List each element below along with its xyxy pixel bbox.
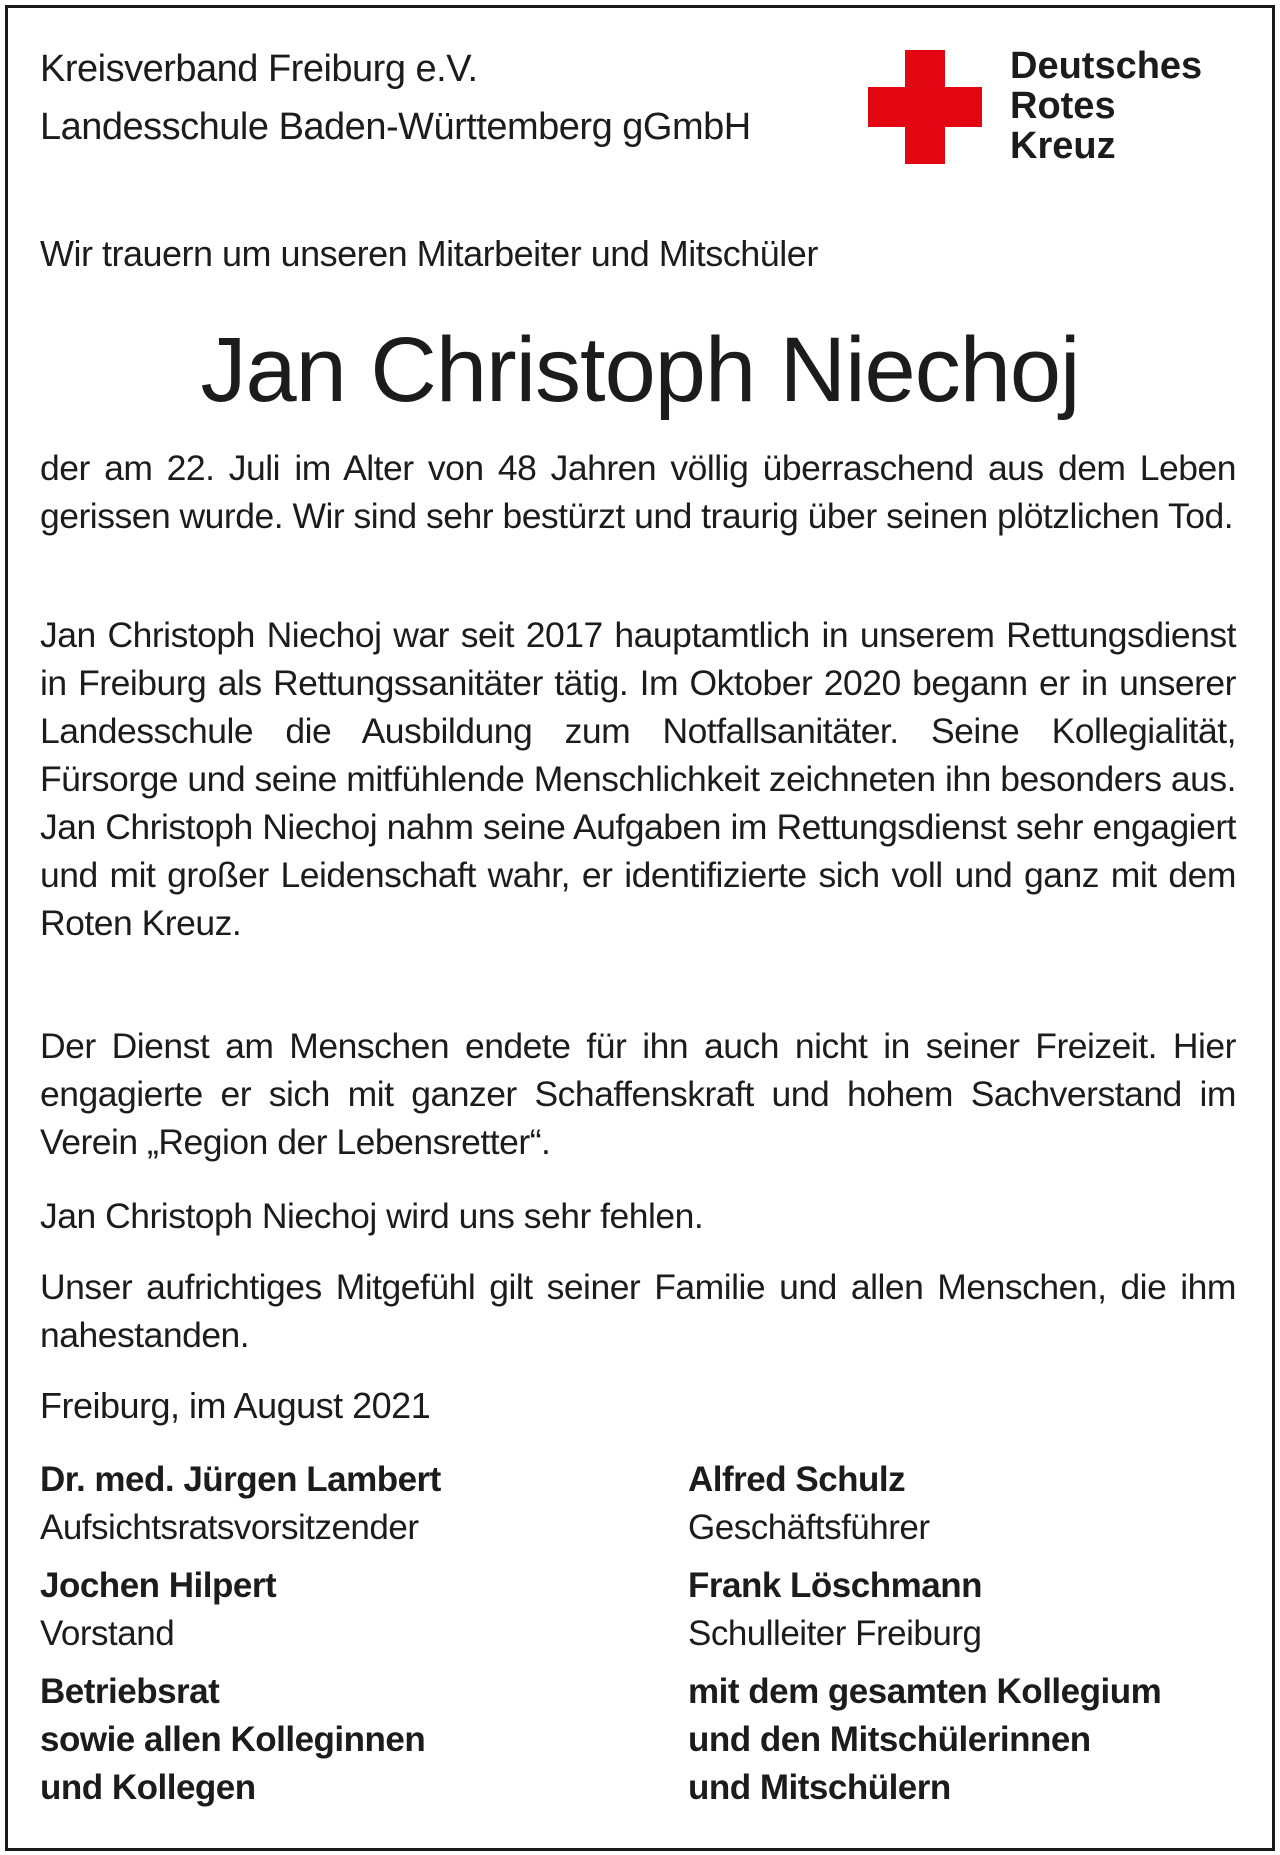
logo-text-line-3: Kreuz [1010, 125, 1116, 167]
signatory-role: Aufsichtsratsvorsitzender [40, 1508, 419, 1547]
signature-block [40, 1456, 441, 1552]
signatory-name: Alfred Schulz [688, 1460, 906, 1499]
red-cross-icon [868, 50, 982, 164]
signatory-name: Dr. med. Jürgen Lambert [40, 1460, 441, 1499]
closing-line: sowie allen Kolleginnen [40, 1720, 426, 1759]
logo-text-line-1: Deutsches [1010, 45, 1203, 87]
closing-line: und Mitschülern [688, 1768, 951, 1807]
org-line-2: Landesschule Baden-Württemberg gGmbH [40, 106, 751, 148]
closing-block-left [40, 1668, 425, 1812]
signatory-name: Frank Löschmann [688, 1566, 982, 1605]
signatory-role: Geschäftsführer [688, 1508, 930, 1547]
signature-block [688, 1456, 930, 1552]
closing-line: mit dem gesamten Kollegium [688, 1672, 1162, 1711]
logo-text-line-2: Rotes [1010, 85, 1116, 127]
paragraph: Unser aufrichtiges Mitgefühl gilt seiner Familie und allen Menschen, die ihm nahestanden. [40, 1267, 1236, 1355]
closing-line: Betriebsrat [40, 1672, 220, 1711]
signatory-role: Schulleiter Freiburg [688, 1614, 982, 1653]
closing-block-right [688, 1668, 1161, 1812]
place-date: Freiburg, im August 2021 [40, 1385, 431, 1426]
signatory-role: Vorstand [40, 1614, 175, 1653]
closing-line: und Kollegen [40, 1768, 256, 1807]
deceased-name: Jan Christoph Niechoj [200, 319, 1080, 421]
signature-block [688, 1562, 982, 1658]
paragraph: Jan Christoph Niechoj war seit 2017 hauptamtlich in unserem Rettungsdienst in Freiburg als Rettungssanitäter tätig. Im Oktober 2020 begann er in unserer Landesschule die Ausbildung zum Notfallsanitäter. Seine Kollegialität, Fürsorge und seine mitfühlende Menschlichkeit zeichneten ihn besonders aus. Jan Christoph Niechoj nahm seine Aufgaben im Rettungsdienst sehr engagiert und mit großer Leidenschaft wahr, er identifizierte sich voll und ganz mit dem Roten Kreuz. [40, 615, 1236, 943]
paragraph: der am 22. Juli im Alter von 48 Jahren völlig überraschend aus dem Leben gerissen wurde. Wir sind sehr bestürzt und traurig über seinen plötzlichen Tod. [40, 448, 1236, 536]
signature-block [40, 1562, 276, 1658]
signatory-name: Jochen Hilpert [40, 1566, 277, 1605]
intro-line: Wir trauern um unseren Mitarbeiter und Mitschüler [40, 233, 818, 274]
closing-line: und den Mitschülerinnen [688, 1720, 1091, 1759]
org-line-1: Kreisverband Freiburg e.V. [40, 48, 478, 90]
paragraph: Der Dienst am Menschen endete für ihn auch nicht in seiner Freizeit. Hier engagierte er sich mit ganzer Schaffenskraft und hohem Sachverstand im Verein „Region der Lebensretter“. [40, 1026, 1236, 1162]
paragraph: Jan Christoph Niechoj wird uns sehr fehlen. [40, 1196, 704, 1236]
